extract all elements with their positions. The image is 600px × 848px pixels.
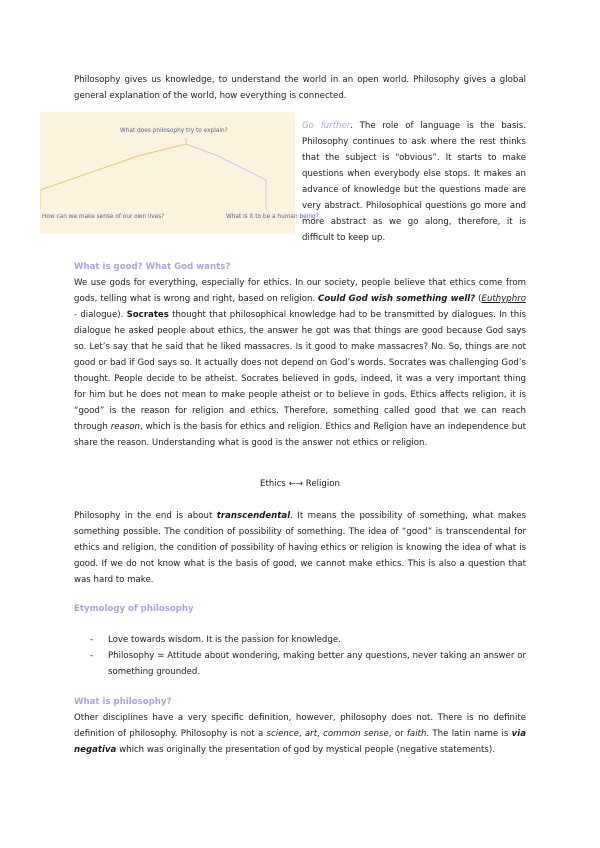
whatis-text-1: Other disciplines have a very specific definition, however, philosophy does not. There is no definite definition of philosophy. Philosophy is not a bbox=[74, 713, 526, 739]
list-bullet: - bbox=[90, 651, 94, 661]
whatis-text-2: . The latin name is bbox=[426, 729, 512, 739]
what-is-philosophy-paragraph bbox=[74, 710, 526, 758]
reason-italic: reason bbox=[110, 422, 140, 432]
transcendental-paragraph bbox=[74, 508, 526, 588]
sep-1: , bbox=[298, 729, 305, 739]
list-item-text: Philosophy = Attitude about wondering, making better any questions, never taking an answer or something grounded. bbox=[108, 651, 526, 677]
diagram-right-branch bbox=[186, 144, 266, 210]
via-negativa: via negativa bbox=[74, 729, 527, 755]
etymology-list bbox=[90, 632, 526, 680]
list-bullet: - bbox=[90, 635, 94, 645]
list-item bbox=[90, 648, 526, 680]
list-item-text: Love towards wisdom. It is the passion for knowledge. bbox=[108, 635, 341, 645]
ethics-religion-line: Ethics ←→ Religion bbox=[260, 479, 340, 489]
good-question: Could God wish something well? bbox=[318, 294, 476, 304]
diagram-right-label: What is it to be a human being? bbox=[226, 214, 319, 220]
list-item bbox=[90, 632, 526, 648]
common-sense-italic: common sense bbox=[323, 729, 389, 739]
art-italic: art bbox=[304, 729, 318, 739]
sep-3: , or bbox=[388, 729, 407, 739]
good-text-1: We use gods for everything, especially for ethics. In our society, people believe that ethics come from gods, telling what is wrong and right, based on religion. bbox=[74, 278, 526, 304]
good-text-4: thought that philosophical knowledge had to be transmitted by dialogues. In this dialogue he asked people about ethics, the answer he got was that things are good because God says so. Let’s say that he said that he liked massacres. Is it good to make massacres? No. So, things are not good or bad if God says so. It actually does not depend on God’s words. Socrates was challenging God’s thought. People decide to be atheist. Socrates believed in gods, indeed, it was a very important thing for him but he does not mean to make people atheist or to believe in gods. Ethics affects religion, it is “good” is the reason for religion and ethics. Therefore, something called good that we can reach through bbox=[74, 310, 527, 432]
transcendental-word: transcendental bbox=[216, 511, 291, 521]
whatis-text-3: which was originally the presentation of god by mystical people (negative statements). bbox=[116, 745, 495, 755]
heading-what-is-philosophy: What is philosophy? bbox=[74, 697, 172, 707]
faith-italic: faith bbox=[406, 729, 427, 739]
good-text-3: - dialogue). bbox=[74, 310, 127, 320]
go-further-text: . The role of language is the basis. Philosophy continues to ask where the rest thinks that the subject is “obvious”. It starts to make questions when everybody else stops. It makes an advance of knowledge but the questions made are very abstract. Philosophical questions go more and more abstract as we go along, therefore, it is difficult to keep up. bbox=[302, 121, 526, 243]
go-further-paragraph bbox=[302, 118, 526, 246]
philosophy-diagram bbox=[40, 112, 319, 234]
euthyphro-link: Euthyphro bbox=[481, 294, 526, 304]
trans-text-1: Philosophy in the end is about bbox=[74, 511, 217, 521]
science-italic: science bbox=[266, 729, 299, 739]
diagram-top-label: What does philosophy try to explain? bbox=[120, 128, 228, 134]
go-further-label: Go further bbox=[302, 121, 351, 131]
heading-what-is-good: What is good? What God wants? bbox=[74, 262, 231, 272]
trans-text-2: . It means the possibility of something, what makes something possible. The condition of possibility of something. The idea of “good” is transcendental for ethics and religion, the condition of possibility of having ethics or religion is knowing the idea of what is good. If we do not know what is the basis of good, we cannot make ethics. This is also a question that was hard to make. bbox=[74, 511, 526, 585]
heading-etymology: Etymology of philosophy bbox=[74, 604, 194, 614]
sep-2: , bbox=[317, 729, 324, 739]
good-text-2: ( bbox=[475, 294, 482, 304]
intro-paragraph: Philosophy gives us knowledge, to understand the world in an open world. Philosophy gives a global general explanation of the world, how everything is connected. bbox=[74, 75, 526, 101]
good-text-5: , which is the basis for ethics and religion. Ethics and Religion have an independence but share the reason. Understanding what is good is the answer not ethics or religion. bbox=[74, 422, 527, 448]
good-paragraph bbox=[74, 275, 526, 451]
diagram-left-label: How can we make sense of our own lives? bbox=[42, 214, 165, 220]
diagram-left-branch bbox=[40, 138, 186, 210]
socrates-bold: Socrates bbox=[126, 310, 169, 320]
